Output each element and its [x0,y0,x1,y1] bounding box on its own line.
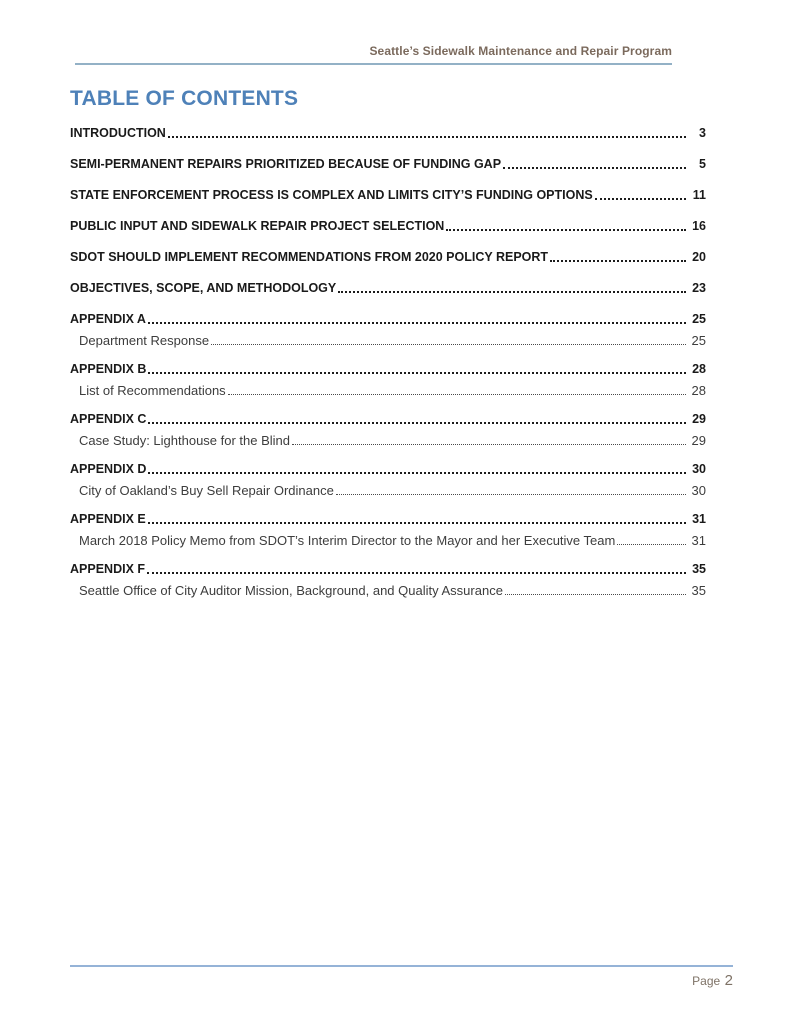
toc-entry-page: 25 [692,312,706,326]
toc-entry[interactable] [70,157,706,172]
dot-leader [338,291,686,293]
toc-entry[interactable] [70,412,706,427]
dot-leader [168,136,686,138]
dot-leader [148,522,686,524]
toc-entry[interactable] [70,219,706,234]
toc-entry[interactable] [70,312,706,327]
dot-leader [148,422,686,424]
toc-entry-page: 29 [691,433,706,448]
toc-entry-label: APPENDIX D [70,462,147,476]
toc-entry-label: Seattle Office of City Auditor Mission, Background, and Quality Assurance [79,583,503,598]
dot-leader [617,544,686,545]
dot-leader [446,229,686,231]
toc-entry-page: 28 [692,362,706,376]
toc-entry[interactable] [70,250,706,265]
toc-entry-page: 20 [692,250,706,264]
toc-entry-label: OBJECTIVES, SCOPE, AND METHODOLOGY [70,281,337,295]
dot-leader [505,594,686,595]
toc-entry-page: 25 [691,333,706,348]
page-footer [70,965,733,990]
toc-entry-label: STATE ENFORCEMENT PROCESS IS COMPLEX AND LIMITS CITY’S FUNDING OPTIONS [70,188,593,202]
toc-entry[interactable] [70,188,706,203]
header-title: Seattle’s Sidewalk Maintenance and Repair Program [369,44,672,58]
dot-leader [550,260,686,262]
dot-leader [148,472,686,474]
toc-entry[interactable] [70,562,706,577]
toc-entry-label: APPENDIX C [70,412,147,426]
dot-leader [148,372,686,374]
toc-entry-label: SEMI-PERMANENT REPAIRS PRIORITIZED BECAUSE OF FUNDING GAP [70,157,502,171]
toc-entry-label: Department Response [79,333,210,348]
toc-entry-page: 35 [692,562,706,576]
page-header [75,44,672,65]
toc-entry-page: 30 [692,462,706,476]
toc-entry-page: 5 [699,157,706,171]
toc-entry-page: 23 [692,281,706,295]
toc-entry-page: 35 [691,583,706,598]
dot-leader [211,344,686,345]
toc-entry-page: 31 [692,512,706,526]
toc-entry-label: APPENDIX F [70,562,146,576]
toc-entry-label: APPENDIX E [70,512,146,526]
toc-entry[interactable] [70,533,706,548]
toc-entry-page: 3 [699,126,706,140]
toc-entry[interactable] [70,583,706,598]
toc-entry-label: List of Recommendations [79,383,226,398]
dot-leader [336,494,686,495]
toc-entry[interactable] [70,362,706,377]
toc-entry-label: APPENDIX B [70,362,147,376]
toc-entry[interactable] [70,383,706,398]
toc-entry[interactable] [70,512,706,527]
toc-entry[interactable] [70,126,706,141]
toc-entry-label: Case Study: Lighthouse for the Blind [79,433,291,448]
toc-entry-page: 30 [691,483,706,498]
footer-page-number: 2 [724,972,733,989]
dot-leader [595,198,686,200]
dot-leader [292,444,686,445]
toc-entry-label: APPENDIX A [70,312,146,326]
dot-leader [147,572,686,574]
toc-entry-page: 31 [691,533,706,548]
dot-leader [503,167,686,169]
toc-entry-page: 29 [692,412,706,426]
toc-entry-label: City of Oakland’s Buy Sell Repair Ordinance [79,483,334,498]
toc-entry-page: 28 [691,383,706,398]
toc-entry-page: 11 [692,188,706,202]
toc-entry-label: March 2018 Policy Memo from SDOT’s Interim Director to the Mayor and her Executive Team [79,533,616,548]
toc-entry[interactable] [70,333,706,348]
toc-list [70,126,706,612]
toc-entry[interactable] [70,483,706,498]
dot-leader [228,394,686,395]
toc-entry[interactable] [70,462,706,477]
toc-entry-label: PUBLIC INPUT AND SIDEWALK REPAIR PROJECT SELECTION [70,219,445,233]
footer-page-label: Page [692,974,721,988]
toc-entry-label: SDOT SHOULD IMPLEMENT RECOMMENDATIONS FROM 2020 POLICY REPORT [70,250,549,264]
toc-entry[interactable] [70,281,706,296]
toc-entry-label: INTRODUCTION [70,126,166,140]
page-title: TABLE OF CONTENTS [70,87,299,110]
toc-entry-page: 16 [692,219,706,233]
toc-entry[interactable] [70,433,706,448]
dot-leader [148,322,686,324]
